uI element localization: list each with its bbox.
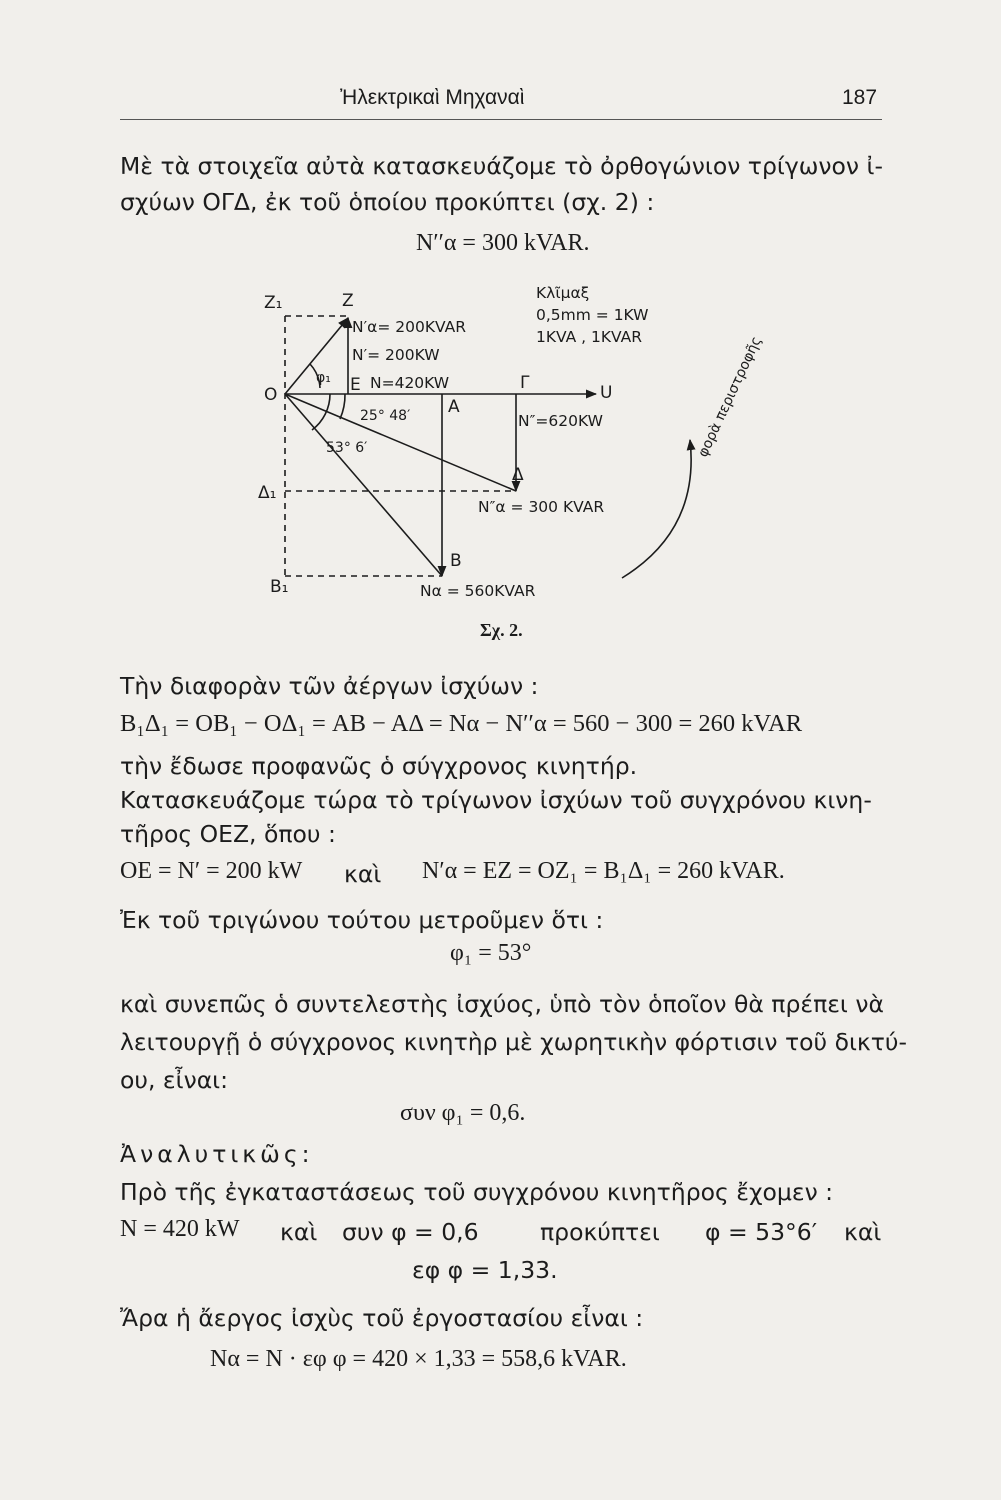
label-u: U xyxy=(600,383,613,403)
phi-equation: φ = 53°6′ xyxy=(705,1218,818,1246)
intro-line-1: Μὲ τὰ στοιχεῖα αὐτὰ κατασκευάζομε τὸ ὀρθογώνιον τρίγωνον ἰ- xyxy=(120,152,883,180)
label-phi1: φ₁ xyxy=(316,370,331,386)
power-triangle-diagram xyxy=(250,280,766,620)
header-rule xyxy=(120,119,882,120)
measure-line: Ἐκ τοῦ τριγώνου τούτου μετροῦμεν ὅτι : xyxy=(120,906,604,934)
given-line: τὴν ἔδωσε προφανῶς ὁ σύγχρονος κινητήρ. xyxy=(120,752,638,780)
final-equation: Nα = N · εφ φ = 420 × 1,33 = 558,6 kVAR. xyxy=(210,1346,627,1372)
value-n-prime: N′= 200KW xyxy=(352,346,440,364)
label-e: E xyxy=(350,375,361,395)
diff-intro: Τὴν διαφορὰν τῶν ἀέργων ἰσχύων : xyxy=(120,672,539,700)
and-2: καὶ xyxy=(844,1218,882,1246)
phi1-equation: φ₁ = 53° xyxy=(450,940,532,966)
cos-phi-equation: συν φ = 0,6 xyxy=(342,1218,479,1246)
label-g: Γ xyxy=(520,373,530,393)
label-z: Z xyxy=(342,291,354,311)
eq2-and: καὶ xyxy=(344,860,382,888)
label-z1: Z₁ xyxy=(264,293,283,313)
value-angle-25: 25° 48′ xyxy=(360,408,411,424)
label-b: B xyxy=(450,551,462,571)
value-na-double: N″α = 300 KVAR xyxy=(478,498,605,516)
build-line-2: τῆρος OEZ, ὅπου : xyxy=(120,820,336,848)
intro-line-2: σχύων ΟΓΔ, ἐκ τοῦ ὁποίου προκύπτει (σχ. 2) : xyxy=(120,188,655,216)
analytical-heading: Ἀναλυτικῶς: xyxy=(120,1140,314,1168)
results-word: προκύπτει xyxy=(540,1218,660,1246)
value-na: Nα = 560KVAR xyxy=(420,582,536,600)
page-number: 187 xyxy=(842,86,878,109)
eq2-left: OE = N′ = 200 kW xyxy=(120,858,303,884)
n-equation: N = 420 kW xyxy=(120,1216,240,1242)
figure-caption: Σχ. 2. xyxy=(480,620,523,640)
angle-arc-25 xyxy=(340,394,345,419)
build-line-1: Κατασκευάζομε τώρα τὸ τρίγωνον ἰσχύων τοῦ συγχρόνου κινη- xyxy=(120,786,872,814)
install-line: Πρὸ τῆς ἐγκαταστάσεως τοῦ συγχρόνου κινητῆρος ἔχομεν : xyxy=(120,1178,834,1206)
para-line-3: ου, εἶναι: xyxy=(120,1066,229,1094)
rotation-label: φορὰ περιστροφῆς xyxy=(695,334,766,460)
value-angle-53: 53° 6′ xyxy=(326,440,368,456)
cos-phi1-equation: συν φ₁ = 0,6. xyxy=(400,1100,526,1126)
tan-phi-equation: εφ φ = 1,33. xyxy=(412,1256,558,1284)
running-header: Ἠλεκτρικαὶ Μηχαναὶ xyxy=(340,86,525,109)
para-line-2: λειτουργῇ ὁ σύγχρονος κινητὴρ μὲ χωρητικὴν φόρτισιν τοῦ δικτύ- xyxy=(120,1028,907,1056)
scale-title: Κλῖμαξ xyxy=(536,284,590,302)
diff-equation: B₁Δ₁ = OB₁ − OΔ₁ = AB − AΔ = Nα − N′′α = 560 − 300 = 260 kVAR xyxy=(120,710,803,737)
scale-line-1: 0,5mm = 1KW xyxy=(536,306,649,324)
value-n-double: N″=620KW xyxy=(518,412,603,430)
label-a: A xyxy=(448,397,460,417)
scale-line-2: 1KVA , 1KVAR xyxy=(536,328,643,346)
label-d1: Δ₁ xyxy=(258,483,277,503)
value-n: N=420KW xyxy=(370,374,450,392)
reactive-line: Ἄρα ἡ ἄεργος ἰσχὺς τοῦ ἐργοστασίου εἶναι : xyxy=(120,1304,644,1332)
label-o: O xyxy=(264,385,278,405)
rotation-arrow xyxy=(622,440,691,578)
label-b1: B₁ xyxy=(270,577,289,597)
and-1: καὶ xyxy=(280,1218,318,1246)
para-line-1: καὶ συνεπῶς ὁ συντελεστὴς ἰσχύος, ὑπὸ τὸν ὁποῖον θὰ πρέπει νὰ xyxy=(120,990,884,1018)
value-na-prime: N′α= 200KVAR xyxy=(352,318,466,336)
label-d: Δ xyxy=(512,465,524,485)
intro-equation: N′′α = 300 kVAR. xyxy=(416,230,590,256)
eq2-right: N′α = EZ = OZ₁ = B₁Δ₁ = 260 kVAR. xyxy=(422,858,785,884)
